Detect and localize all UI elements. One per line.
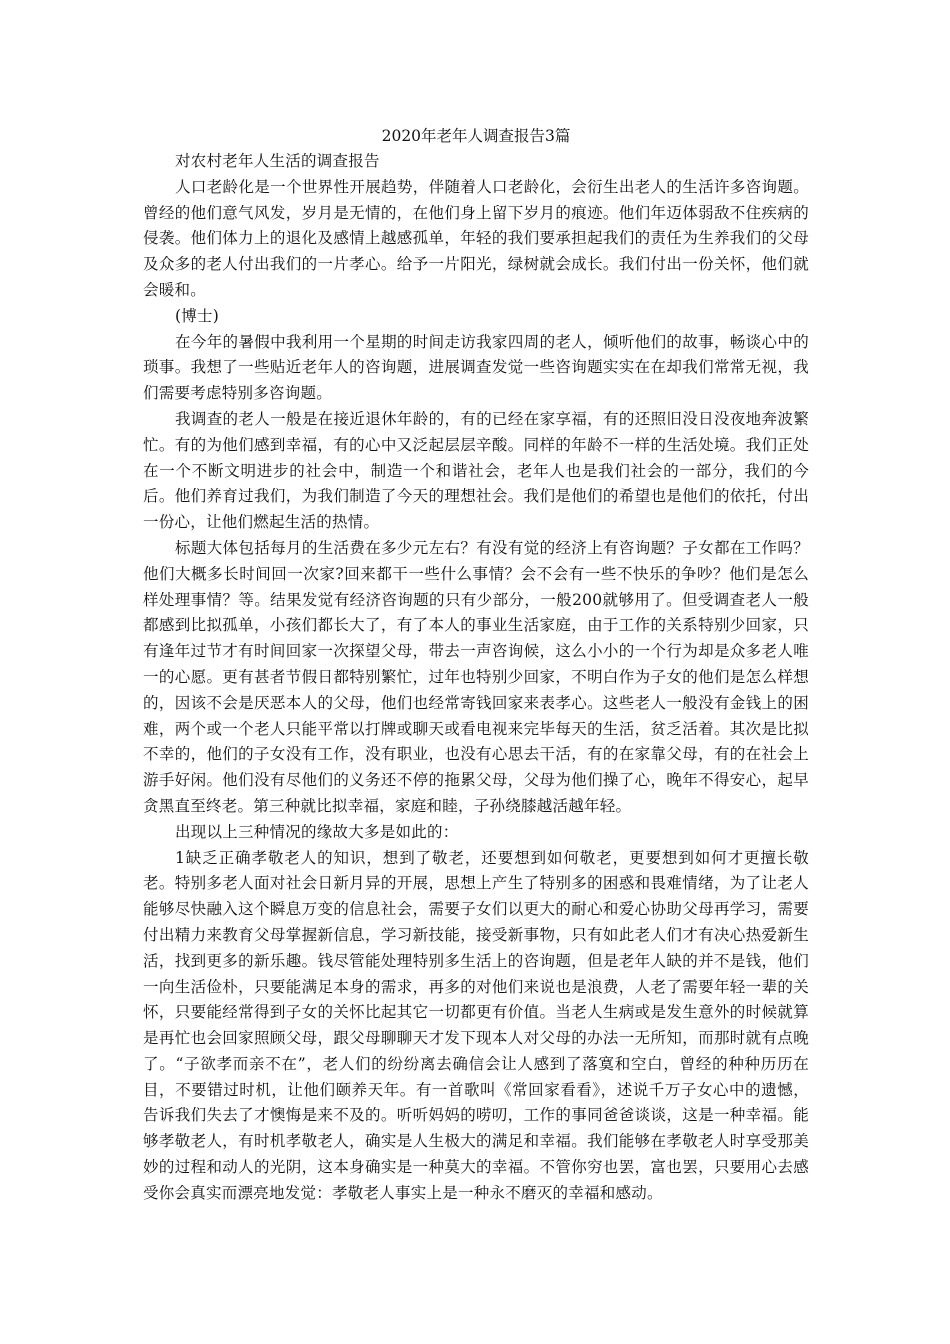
document-title: 2020年老年人调查报告3篇 (381, 127, 571, 145)
body-paragraph: (博士) (175, 306, 220, 325)
document-page (143, 124, 809, 1207)
body-paragraph: 在今年的暑假中我利用一个星期的时间走访我家四周的老人，倾听他们的故事，畅谈心中的琐事。我想了一些贴近老年人的咨询题，进展调查发觉一些咨询题实实在在却我们常常无视，我们需要考虑特别多咨询题。 (143, 332, 809, 403)
body-paragraph: 人口老龄化是一个世界性开展趋势，伴随着人口老龄化，会衍生出老人的生活许多咨询题。曾经的他们意气风发，岁月是无情的，在他们身上留下岁月的痕迹。他们年迈体弱敌不住疾病的侵袭。他们体力上的退化及感情上越感孤单，年轻的我们要承担起我们的责任为生养我们的父母及众多的老人付出我们的一片孝心。给予一片阳光，绿树就会成长。我们付出一份关怀，他们就会暖和。 (143, 177, 809, 299)
subtitle-paragraph: 对农村老年人生活的调查报告 (175, 152, 380, 170)
body-paragraph: 1缺乏正确孝敬老人的知识，想到了敬老，还要想到如何敬老，更要想到如何才更擅长敬老。特别多老人面对社会日新月异的开展，思想上产生了特别多的困惑和畏难情绪，为了让老人能够尽快融入这个瞬息万变的信息社会，需要子女们以更大的耐心和爱心协助父母再学习，需要付出精力来教育父母掌握新信息，学习新技能，接受新事物，只有如此老人们才有决心热爱新生活，找到更多的新乐趣。钱尽管能处理特别多生活上的咨询题，但是老年人缺的并不是钱，他们一向生活俭朴，只要能满足本身的需求，再多的对他们来说也是浪费，人老了需要年轻一辈的关怀，只要能经常得到子女的关怀比起其它一切都更有价值。当老人生病或是发生意外的时候就算是再忙也会回家照顾父母，跟父母聊聊天才发下现本人对父母的办法一无所知，而那时就有点晚了。“子欲孝而亲不在”，老人们的纷纷离去确信会让人感到了落寞和空白，曾经的种种历历在目，不要错过时机，让他们颐养天年。有一首歌叫《常回家看看》，述说千万子女心中的遗憾，告诉我们失去了才懊悔是来不及的。听听妈妈的唠叨，工作的事同爸爸谈谈，这是一种幸福。能够孝敬老人，有时机孝敬老人，确实是人生极大的满足和幸福。我们能够在孝敬老人时享受那美妙的过程和动人的光阴，这本身确实是一种莫大的幸福。不管你穷也罢，富也罢，只要用心去感受你会真实而漂亮地发觉：孝敬老人事实上是一种永不磨灭的幸福和感动。 (143, 848, 809, 1202)
body-paragraph: 出现以上三种情况的缘故大多是如此的： (175, 822, 459, 841)
body-paragraph: 标题大体包括每月的生活费在多少元左右？有没有觉的经济上有咨询题？子女都在工作吗？他们大概多长时间回一次家?回来都干一些什么事情？会不会有一些不快乐的争吵？他们是怎么样处理事情？等。结果发觉有经济咨询题的只有少部分，一般200就够用了。但受调查老人一般都感到比拟孤单，小孩们都长大了，有了本人的事业生活家庭，由于工作的关系特别少回家，只有逢年过节才有时间回家一次探望父母，带去一声咨询候，这么小小的一个行为却是众多老人唯一的心愿。更有甚者节假日都特别繁忙，过年也特别少回家，不明白作为子女的他们是怎么样想的，因该不会是厌恶本人的父母，他们也经常寄钱回家来表孝心。这些老人一般没有金钱上的困难，两个或一个老人只能平常以打牌或聊天或看电视来完毕每天的生活，贫乏活着。其次是比拟不幸的，他们的子女没有工作，没有职业，也没有心思去干活，有的在家靠父母，有的在社会上游手好闲。他们没有尽他们的义务还不停的拖累父母，父母为他们操了心，晚年不得安心，起早贪黑直至终老。第三种就比拟幸福，家庭和睦，子孙绕膝越活越年轻。 (143, 538, 809, 815)
body-paragraph: 我调查的老人一般是在接近退休年龄的，有的已经在家享福，有的还照旧没日没夜地奔波繁忙。有的为他们感到幸福，有的心中又泛起层层辛酸。同样的年龄不一样的生活处境。我们正处在一个不断文明进步的社会中，制造一个和谐社会，老年人也是我们社会的一部分，我们的今后。他们养育过我们，为我们制造了今天的理想社会。我们是他们的希望也是他们的依托，付出一份心，让他们燃起生活的热情。 (143, 409, 809, 532)
